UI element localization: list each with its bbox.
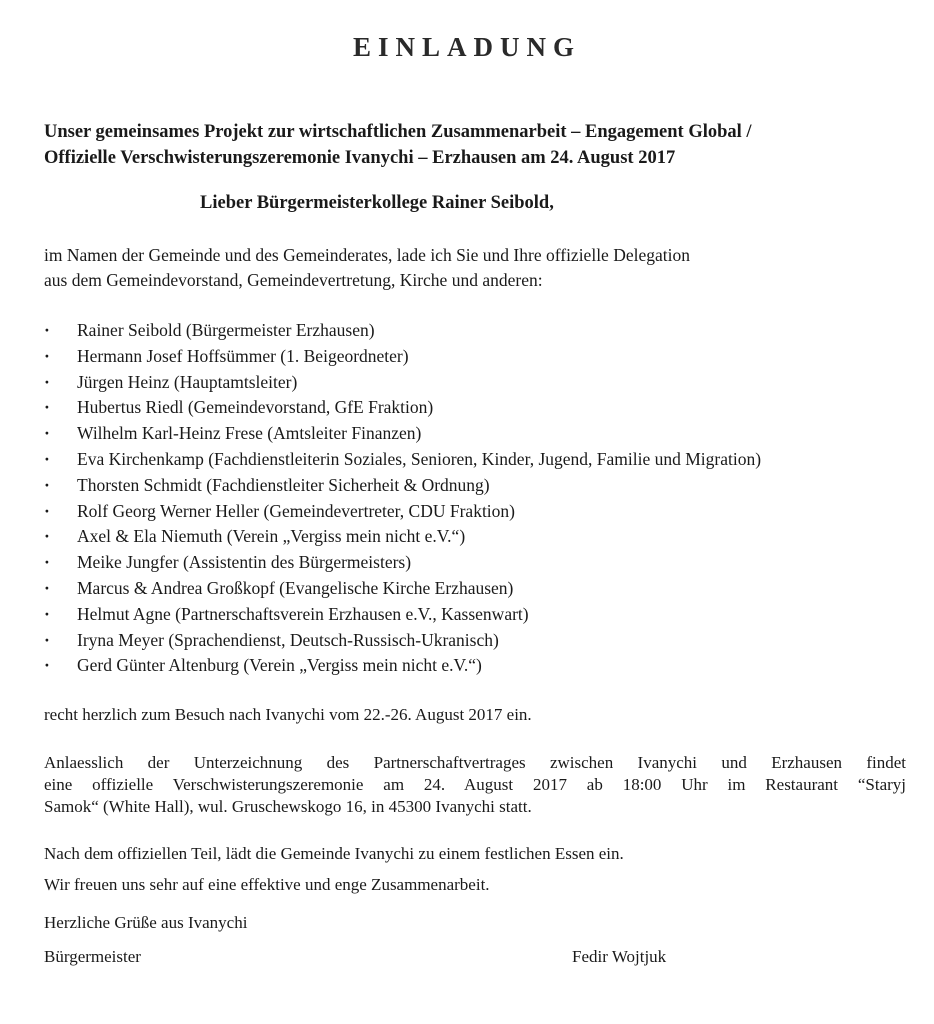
- bullet: ·: [44, 474, 50, 495]
- list-item: [44, 318, 924, 344]
- bullet: ·: [44, 577, 50, 598]
- bullet: ·: [44, 397, 50, 418]
- subject-line-1: Unser gemeinsames Projekt zur wirtschaftlichen Zusammenarbeit – Engagement Global /: [44, 122, 752, 142]
- list-item: [44, 653, 924, 679]
- list-item: [44, 344, 924, 370]
- member-name: Iryna Meyer (Sprachendienst, Deutsch-Russisch-Ukranisch): [77, 629, 499, 650]
- bullet: ·: [44, 371, 50, 392]
- ceremony-line-2: eine offizielle Verschwisterungszeremonie am 24. August 2017 ab 18:00 Uhr im Restaurant “Staryj: [44, 775, 906, 794]
- bullet: ·: [44, 526, 50, 547]
- delegation-list: [44, 318, 924, 679]
- list-item: [44, 524, 924, 550]
- member-name: Wilhelm Karl-Heinz Frese (Amtsleiter Finanzen): [77, 423, 422, 444]
- member-name: Axel & Ela Niemuth (Verein „Vergiss mein nicht e.V.“): [77, 526, 466, 547]
- member-name: Rolf Georg Werner Heller (Gemeindevertreter, CDU Fraktion): [77, 500, 515, 521]
- list-item: [44, 370, 924, 396]
- list-item: [44, 628, 924, 654]
- intro-paragraph: [44, 243, 904, 293]
- thanks-paragraph: Wir freuen uns sehr auf eine effektive und enge Zusammenarbeit.: [44, 875, 490, 894]
- bullet: ·: [44, 655, 50, 676]
- list-item: [44, 421, 924, 447]
- bullet: ·: [44, 500, 50, 521]
- member-name: Thorsten Schmidt (Fachdienstleiter Sicherheit & Ordnung): [77, 474, 490, 495]
- member-name: Meike Jungfer (Assistentin des Bürgermeisters): [77, 552, 412, 573]
- member-name: Marcus & Andrea Großkopf (Evangelische Kirche Erzhausen): [77, 577, 514, 598]
- bullet: ·: [44, 603, 50, 624]
- bullet: ·: [44, 423, 50, 444]
- list-item: [44, 550, 924, 576]
- list-item: [44, 602, 924, 628]
- member-name: Eva Kirchenkamp (Fachdienstleiterin Soziales, Senioren, Kinder, Jugend, Familie und Migration): [77, 448, 762, 469]
- list-item: [44, 576, 924, 602]
- ceremony-line-3: Samok“ (White Hall), wul. Gruschewskogo 16, in 45300 Ivanychi statt.: [44, 797, 532, 816]
- intro-line-2: aus dem Gemeindevorstand, Gemeindevertretung, Kirche und anderen:: [44, 270, 543, 290]
- list-item: [44, 473, 924, 499]
- list-item: [44, 499, 924, 525]
- salutation: Lieber Bürgermeisterkollege Rainer Seibold,: [200, 193, 554, 213]
- letter-title: EINLADUNG: [352, 32, 582, 62]
- member-name: Jürgen Heinz (Hauptamtsleiter): [77, 371, 298, 392]
- member-name: Rainer Seibold (Bürgermeister Erzhausen): [77, 320, 375, 340]
- signature-role: Bürgermeister: [44, 947, 141, 966]
- bullet: ·: [44, 629, 50, 650]
- list-item: [44, 447, 924, 473]
- ceremony-line-1: Anlaesslich der Unterzeichnung des Partnerschaftvertrages zwischen Ivanychi und Erzhausen findet: [44, 753, 906, 772]
- member-name: Helmut Agne (Partnerschaftsverein Erzhausen e.V., Kassenwart): [77, 603, 529, 624]
- signature-name: Fedir Wojtjuk: [572, 947, 667, 966]
- bullet: ·: [44, 345, 50, 366]
- visit-paragraph: recht herzlich zum Besuch nach Ivanychi vom 22.-26. August 2017 ein.: [44, 705, 532, 724]
- bullet: ·: [44, 448, 50, 469]
- bullet: ·: [44, 320, 50, 340]
- member-name: Gerd Günter Altenburg (Verein „Vergiss mein nicht e.V.“): [77, 655, 482, 676]
- letter-subject: [44, 119, 904, 171]
- dinner-paragraph: Nach dem offiziellen Teil, lädt die Gemeinde Ivanychi zu einem festlichen Essen ein.: [44, 844, 624, 863]
- member-name: Hermann Josef Hoffsümmer (1. Beigeordneter): [77, 345, 409, 366]
- ceremony-paragraph: [44, 752, 914, 818]
- intro-line-1: im Namen der Gemeinde und des Gemeinderates, lade ich Sie und Ihre offizielle Delegation: [44, 245, 690, 265]
- member-name: Hubertus Riedl (Gemeindevorstand, GfE Fraktion): [77, 397, 434, 418]
- closing-greeting: Herzliche Grüße aus Ivanychi: [44, 913, 248, 932]
- list-item: [44, 395, 924, 421]
- subject-line-2: Offizielle Verschwisterungszeremonie Ivanychi – Erzhausen am 24. August 2017: [44, 148, 676, 168]
- bullet: ·: [44, 552, 50, 573]
